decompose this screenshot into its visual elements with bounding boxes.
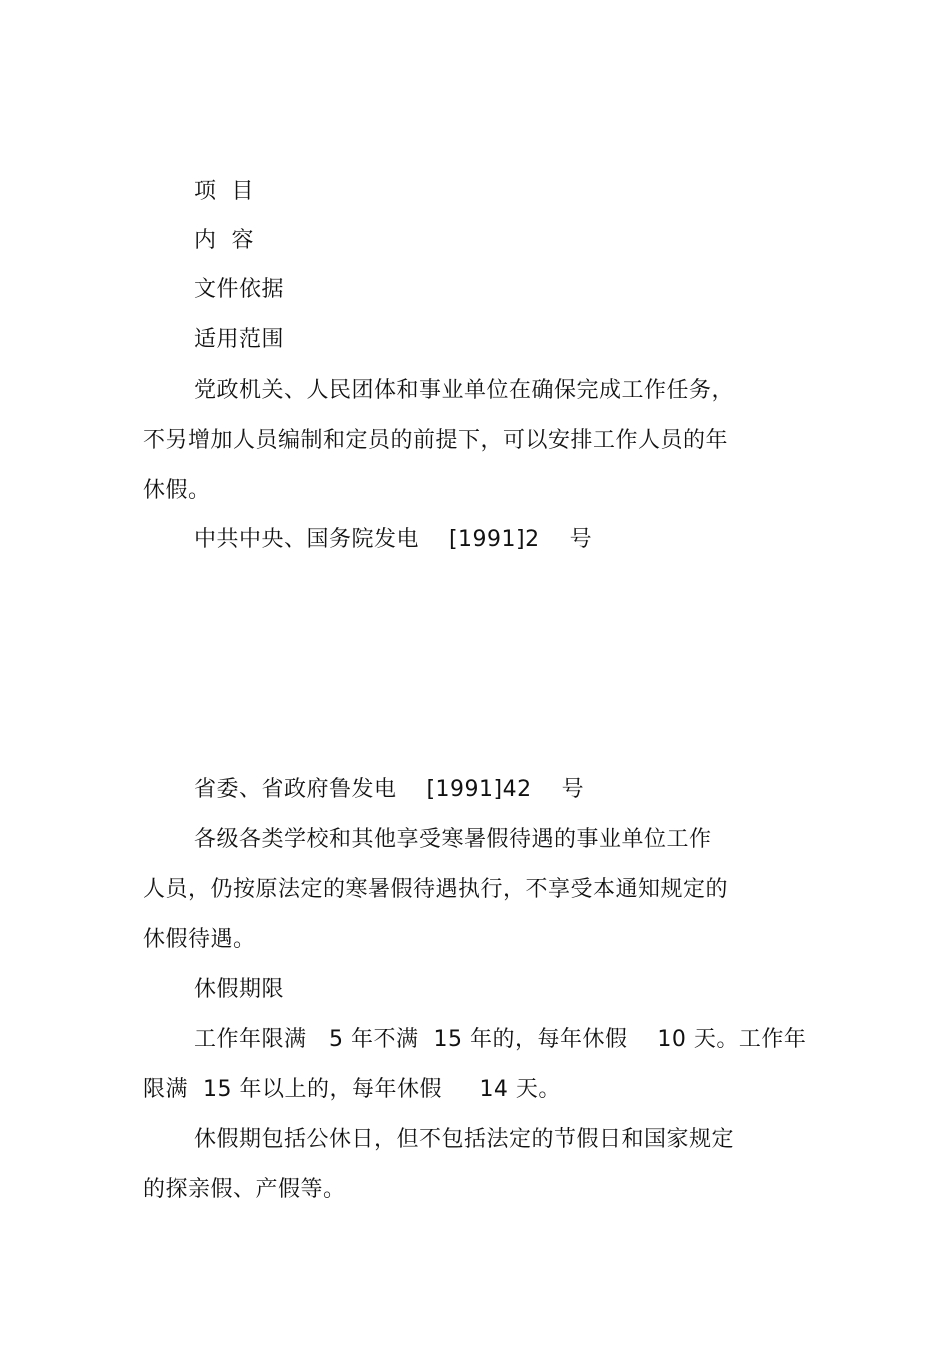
file-reference: 省委、省政府鲁发电 [1991]42 号 xyxy=(194,777,585,802)
paragraph-line: 各级各类学校和其他享受寒暑假待遇的事业单位工作 xyxy=(194,827,712,852)
heading-scope: 适用范围 xyxy=(194,327,285,352)
paragraph-line: 工作年限满 5 年不满 15 年的，每年休假 10 天。工作年 xyxy=(194,1027,807,1052)
paragraph-line: 休假期包括公休日，但不包括法定的节假日和国家规定 xyxy=(194,1127,735,1152)
paragraph-line: 人员，仍按原法定的寒暑假待遇执行，不享受本通知规定的 xyxy=(143,877,729,902)
paragraph-line: 的探亲假、产假等。 xyxy=(143,1177,346,1202)
file-reference: 中共中央、国务院发电 [1991]2 号 xyxy=(194,527,593,552)
heading-file-basis: 文件依据 xyxy=(194,277,285,302)
heading-item: 项 目 xyxy=(194,179,254,204)
paragraph-line: 党政机关、人民团体和事业单位在确保完成工作任务， xyxy=(194,378,735,403)
paragraph-line: 不另增加人员编制和定员的前提下，可以安排工作人员的年 xyxy=(143,428,729,453)
paragraph-line: 休假待遇。 xyxy=(143,927,256,952)
heading-leave-period: 休假期限 xyxy=(194,977,285,1002)
paragraph-line: 休假。 xyxy=(143,478,211,503)
heading-content: 内 容 xyxy=(194,228,254,253)
paragraph-line: 限满 15 年以上的，每年休假 14 天。 xyxy=(143,1077,561,1102)
